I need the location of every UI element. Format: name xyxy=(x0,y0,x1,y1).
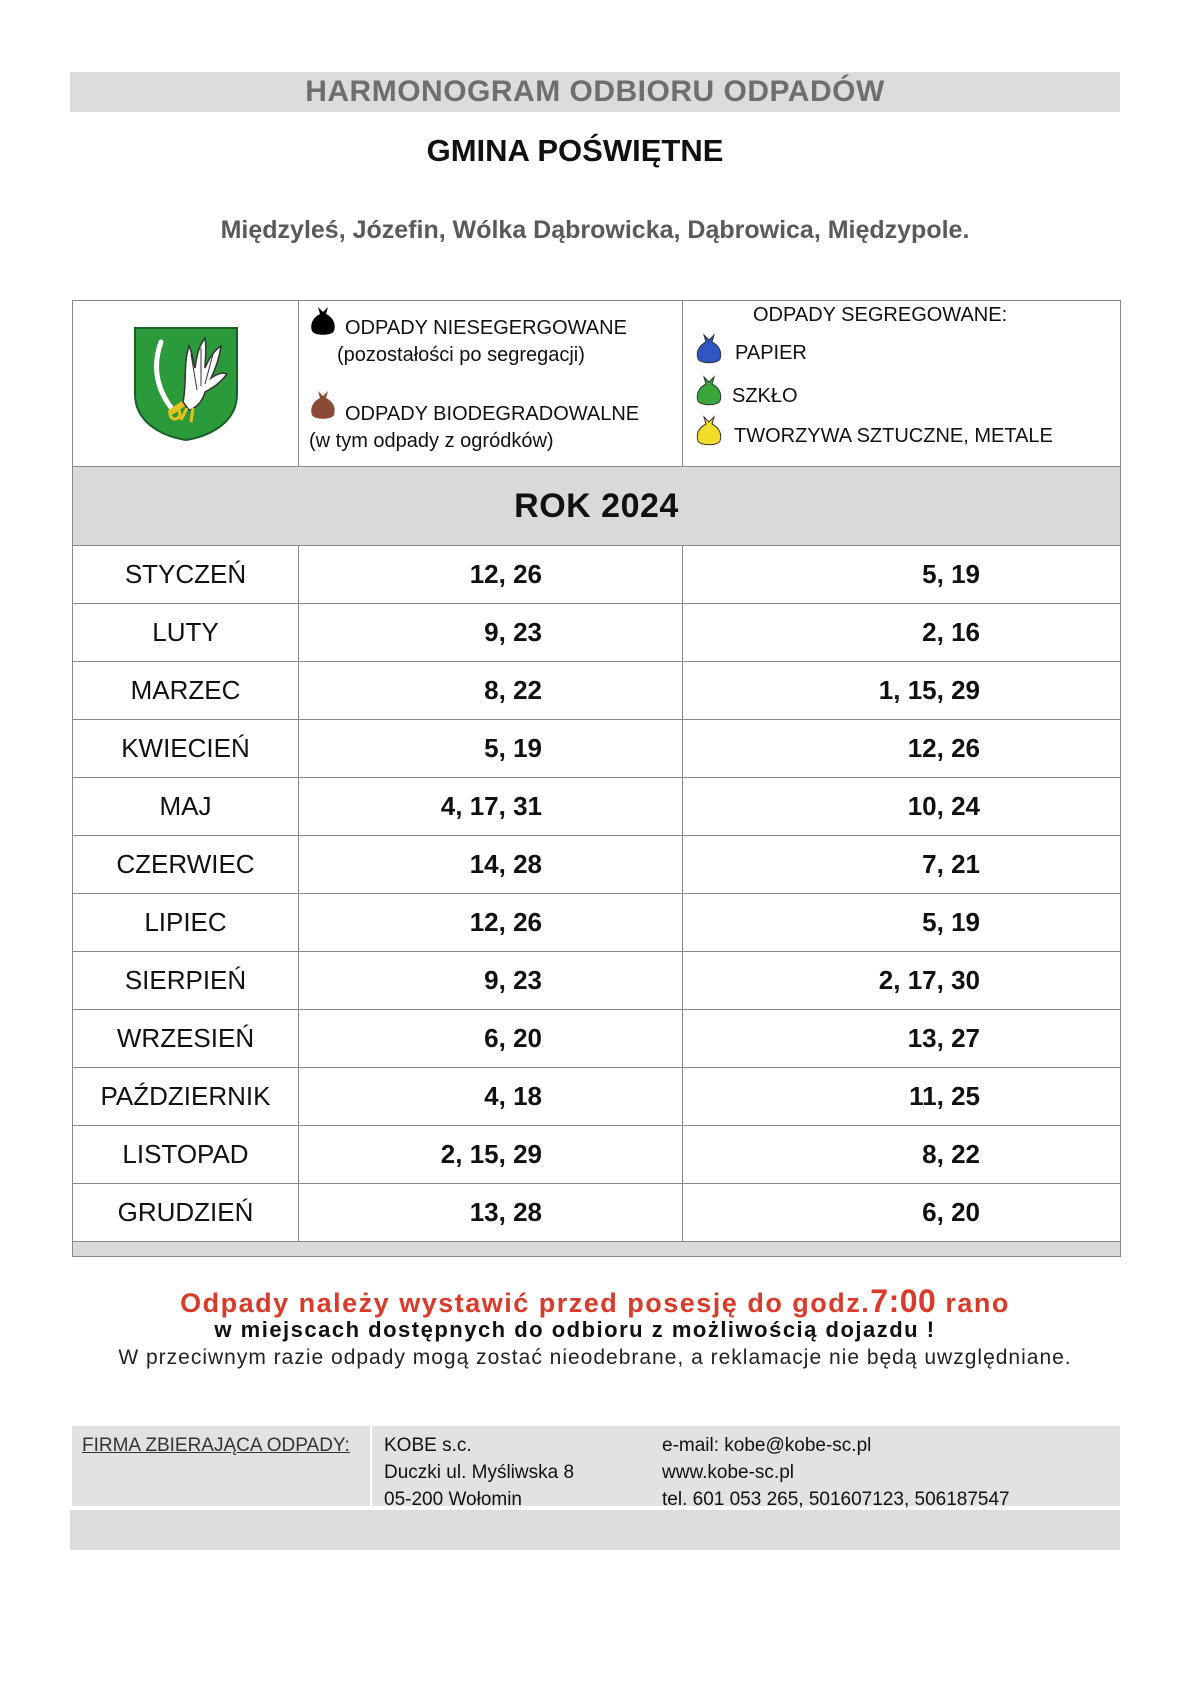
notice-deadline-end: rano xyxy=(936,1288,1010,1318)
table-row xyxy=(73,778,1121,836)
coat-of-arms-icon xyxy=(131,324,241,442)
notice-deadline xyxy=(0,1283,1190,1320)
legend-mixed-note: (pozostałości po segregacji) xyxy=(337,344,585,366)
collection-dates-segregated: 13, 27 xyxy=(683,1010,1121,1068)
month-rows xyxy=(73,546,1121,1242)
legend-segregated-title: ODPADY SEGREGOWANE: xyxy=(753,304,1008,326)
black-bag-icon xyxy=(309,305,337,337)
company-email: e-mail: kobe@kobe-sc.pl xyxy=(662,1435,872,1456)
company-phone: tel. 601 053 265, 501607123, 506187547 xyxy=(662,1489,1010,1510)
company-separator xyxy=(370,1426,372,1506)
collection-dates-mixed: 12, 26 xyxy=(299,546,683,604)
notice-deadline-text: Odpady należy wystawić przed posesję do godz. xyxy=(180,1288,871,1318)
table-row xyxy=(73,1184,1121,1242)
bottom-band xyxy=(70,1510,1120,1550)
legend-mixed: ODPADY NIESEGERGOWANE xyxy=(345,317,627,339)
notice-deadline-time: 7:00 xyxy=(870,1283,937,1319)
collection-dates-mixed: 13, 28 xyxy=(299,1184,683,1242)
blue-bag-icon xyxy=(695,333,723,365)
month-name: CZERWIEC xyxy=(73,836,299,894)
collection-dates-segregated: 2, 16 xyxy=(683,604,1121,662)
municipality-name: GMINA POŚWIĘTNE xyxy=(426,133,724,168)
crest-cell xyxy=(73,301,299,467)
table-row xyxy=(73,604,1121,662)
schedule-table xyxy=(72,300,1121,1257)
blue-bag-shape xyxy=(697,335,720,363)
collection-dates-mixed: 8, 22 xyxy=(299,662,683,720)
month-name: MARZEC xyxy=(73,662,299,720)
collection-dates-segregated: 8, 22 xyxy=(683,1126,1121,1184)
year-row xyxy=(73,467,1121,546)
company-city: 05-200 Wołomin xyxy=(384,1489,523,1510)
company-address-col xyxy=(384,1432,574,1513)
month-name: STYCZEŃ xyxy=(73,546,299,604)
collection-dates-mixed: 2, 15, 29 xyxy=(299,1126,683,1184)
collection-dates-segregated: 7, 21 xyxy=(683,836,1121,894)
green-bag-shape xyxy=(697,377,720,405)
brown-bag-icon xyxy=(309,389,337,421)
company-contact-col xyxy=(662,1432,1010,1513)
company-website: www.kobe-sc.pl xyxy=(662,1462,794,1483)
collection-dates-mixed: 4, 17, 31 xyxy=(299,778,683,836)
collection-dates-mixed: 14, 28 xyxy=(299,836,683,894)
collection-dates-segregated: 6, 20 xyxy=(683,1184,1121,1242)
company-info-band xyxy=(72,1426,1120,1510)
company-label-col xyxy=(82,1432,350,1459)
legend-mixed-bio-cell xyxy=(299,301,683,467)
month-name: LIPIEC xyxy=(73,894,299,952)
legend-paper: PAPIER xyxy=(735,342,807,364)
table-footer-row xyxy=(73,1242,1121,1257)
collection-dates-mixed: 5, 19 xyxy=(299,720,683,778)
collection-dates-segregated: 5, 19 xyxy=(683,546,1121,604)
collection-dates-mixed: 4, 18 xyxy=(299,1068,683,1126)
green-bag-icon xyxy=(695,375,723,407)
black-bag-shape xyxy=(311,307,334,335)
table-row xyxy=(73,1010,1121,1068)
yellow-bag-shape xyxy=(697,417,720,445)
legend-bio: ODPADY BIODEGRADOWALNE xyxy=(345,403,640,425)
collection-dates-mixed: 9, 23 xyxy=(299,952,683,1010)
company-label: FIRMA ZBIERAJĄCA ODPADY: xyxy=(82,1435,350,1456)
collection-dates-mixed: 6, 20 xyxy=(299,1010,683,1068)
collection-dates-mixed: 9, 23 xyxy=(299,604,683,662)
table-row xyxy=(73,1126,1121,1184)
yellow-bag-icon xyxy=(695,415,723,447)
collection-dates-segregated: 1, 15, 29 xyxy=(683,662,1121,720)
collection-dates-segregated: 10, 24 xyxy=(683,778,1121,836)
month-name: PAŹDZIERNIK xyxy=(73,1068,299,1126)
document-title: HARMONOGRAM ODBIORU ODPADÓW xyxy=(70,72,1120,112)
legend-segregated-cell xyxy=(683,301,1121,467)
month-name: MAJ xyxy=(73,778,299,836)
month-name: GRUDZIEŃ xyxy=(73,1184,299,1242)
collection-dates-mixed: 12, 26 xyxy=(299,894,683,952)
table-row xyxy=(73,1068,1121,1126)
legend-row xyxy=(73,301,1121,467)
table-row xyxy=(73,720,1121,778)
table-row xyxy=(73,952,1121,1010)
company-name: KOBE s.c. xyxy=(384,1435,472,1456)
localities-list: Międzyleś, Józefin, Wólka Dąbrowicka, Dąbrowica, Międzypole. xyxy=(220,216,970,244)
collection-dates-segregated: 11, 25 xyxy=(683,1068,1121,1126)
collection-dates-segregated: 12, 26 xyxy=(683,720,1121,778)
table-footer-band xyxy=(73,1242,1121,1257)
legend-plastic: TWORZYWA SZTUCZNE, METALE xyxy=(734,425,1053,447)
year-label: ROK 2024 xyxy=(73,467,1121,546)
company-street: Duczki ul. Myśliwska 8 xyxy=(384,1462,575,1483)
table-row xyxy=(73,836,1121,894)
brown-bag-shape xyxy=(311,391,334,419)
notice-warning: W przeciwnym razie odpady mogą zostać nieodebrane, a reklamacje nie będą uwzględniane. xyxy=(118,1346,1072,1369)
month-name: SIERPIEŃ xyxy=(73,952,299,1010)
month-name: LUTY xyxy=(73,604,299,662)
collection-dates-segregated: 2, 17, 30 xyxy=(683,952,1121,1010)
month-name: LISTOPAD xyxy=(73,1126,299,1184)
month-name: WRZESIEŃ xyxy=(73,1010,299,1068)
notice-access: w miejscach dostępnych do odbioru z możliwością dojazdu ! xyxy=(214,1317,936,1342)
legend-glass: SZKŁO xyxy=(732,385,798,407)
legend-bio-note: (w tym odpady z ogródków) xyxy=(309,430,554,452)
table-row xyxy=(73,546,1121,604)
collection-dates-segregated: 5, 19 xyxy=(683,894,1121,952)
table-row xyxy=(73,662,1121,720)
month-name: KWIECIEŃ xyxy=(73,720,299,778)
table-row xyxy=(73,894,1121,952)
